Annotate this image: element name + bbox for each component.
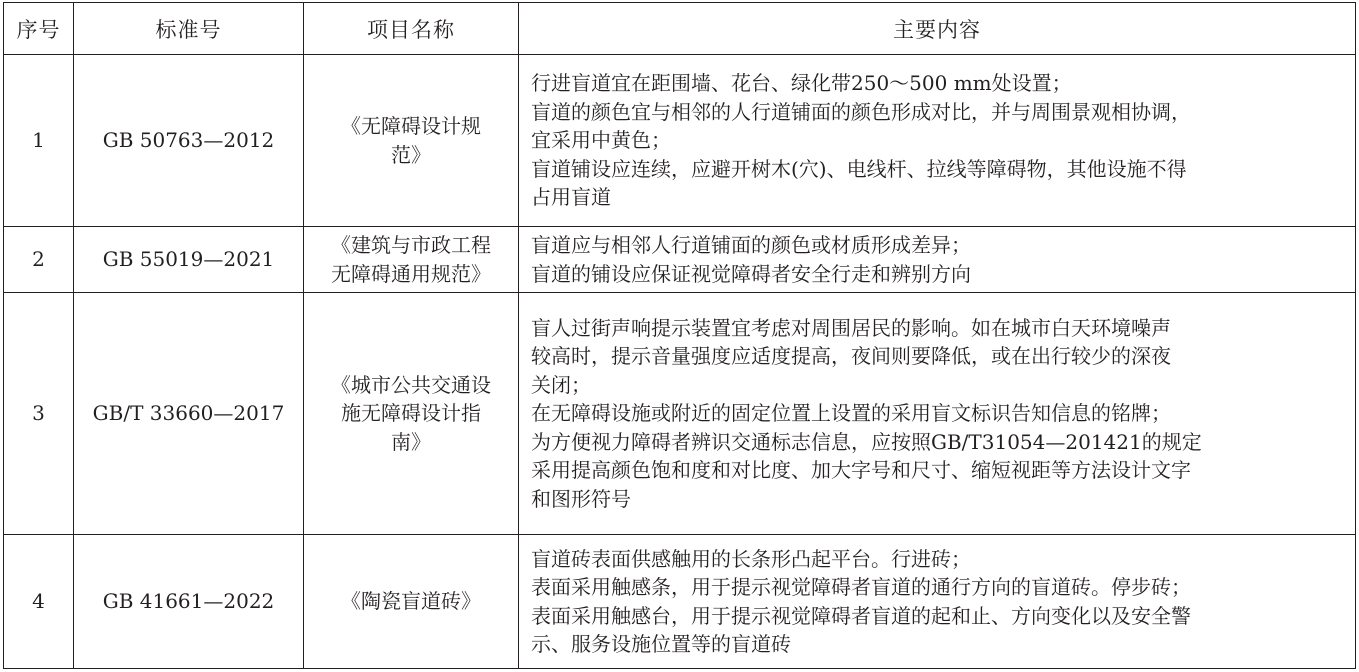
- content-line: 盲道的铺设应保证视觉障碍者安全行走和辨别方向: [531, 261, 971, 286]
- table-row: [4, 227, 1356, 293]
- content-line: 盲道的颜色宜与相邻的人行道铺面的颜色形成对比，并与周围景观相协调，: [531, 99, 1191, 124]
- standards-table: [3, 2, 1356, 669]
- header-content: 主要内容: [519, 3, 1356, 55]
- content-line: 和图形符号: [531, 486, 631, 511]
- table-row: [4, 293, 1356, 535]
- project-name-line: 《建筑与市政工程: [331, 233, 491, 257]
- table-row: [4, 535, 1356, 669]
- row-standard: GB 55019—2021: [74, 227, 304, 293]
- content-line: 较高时，提示音量强度应适度提高，夜间则要降低，或在出行较少的深夜: [531, 344, 1171, 369]
- project-name-line: 无障碍通用规范》: [331, 261, 491, 286]
- content-line: 表面采用触感条，用于提示视觉障碍者盲道的通行方向的盲道砖。停步砖；: [531, 575, 1191, 599]
- project-name-line: 《城市公共交通设: [331, 372, 491, 397]
- row-project-name: [304, 227, 519, 293]
- content-line: 盲道铺设应连续，应避开树木(穴)、电线杆、拉线等障碍物，其他设施不得: [531, 156, 1187, 181]
- row-standard: GB 41661—2022: [74, 535, 304, 669]
- project-name-line: 施无障碍设计指: [341, 401, 481, 426]
- content-line: 示、服务设施位置等的盲道砖: [531, 632, 791, 656]
- row-content: [519, 227, 1356, 293]
- content-line: 盲道砖表面供感触用的长条形凸起平台。行进砖；: [531, 546, 971, 571]
- row-content: [519, 293, 1356, 535]
- row-seq: 4: [4, 535, 74, 669]
- content-line: 盲人过街声响提示装置宜考虑对周围居民的影响。如在城市白天环境噪声: [531, 315, 1171, 340]
- content-line: 关闭；: [531, 372, 591, 397]
- row-seq: 3: [4, 293, 74, 535]
- row-project-name: [304, 293, 519, 535]
- content-line: 采用提高颜色饱和度和对比度、加大字号和尺寸、缩短视距等方法设计文字: [531, 458, 1191, 483]
- header-standard: 标准号: [74, 3, 304, 55]
- row-project-name: [304, 535, 519, 669]
- project-name-line: 南》: [391, 429, 431, 454]
- row-standard: GB/T 33660—2017: [74, 293, 304, 535]
- header-seq: 序号: [4, 3, 74, 55]
- content-line: 为方便视力障碍者辨识交通标志信息，应按照GB/T31054—201421的规定: [531, 429, 1202, 454]
- row-standard: GB 50763—2012: [74, 55, 304, 227]
- content-line: 占用盲道: [531, 185, 611, 210]
- table-row: [4, 55, 1356, 227]
- header-project: 项目名称: [304, 3, 519, 55]
- content-line: 宜采用中黄色；: [531, 128, 671, 153]
- project-name-line: 《陶瓷盲道砖》: [341, 589, 481, 614]
- content-line: 行进盲道宜在距围墙、花台、绿化带250～500 mm处设置；: [531, 71, 1072, 96]
- project-name-line: 《无障碍设计规: [341, 114, 481, 138]
- row-seq: 1: [4, 55, 74, 227]
- row-project-name: [304, 55, 519, 227]
- project-name-line: 范》: [391, 142, 431, 167]
- row-content: [519, 535, 1356, 669]
- content-line: 表面采用触感台，用于提示视觉障碍者盲道的起和止、方向变化以及安全警: [531, 603, 1191, 628]
- content-line: 在无障碍设施或附近的固定位置上设置的采用盲文标识告知信息的铭牌；: [531, 401, 1171, 426]
- content-line: 盲道应与相邻人行道铺面的颜色或材质形成差异；: [531, 233, 971, 257]
- header-row: [4, 3, 1356, 55]
- row-content: [519, 55, 1356, 227]
- row-seq: 2: [4, 227, 74, 293]
